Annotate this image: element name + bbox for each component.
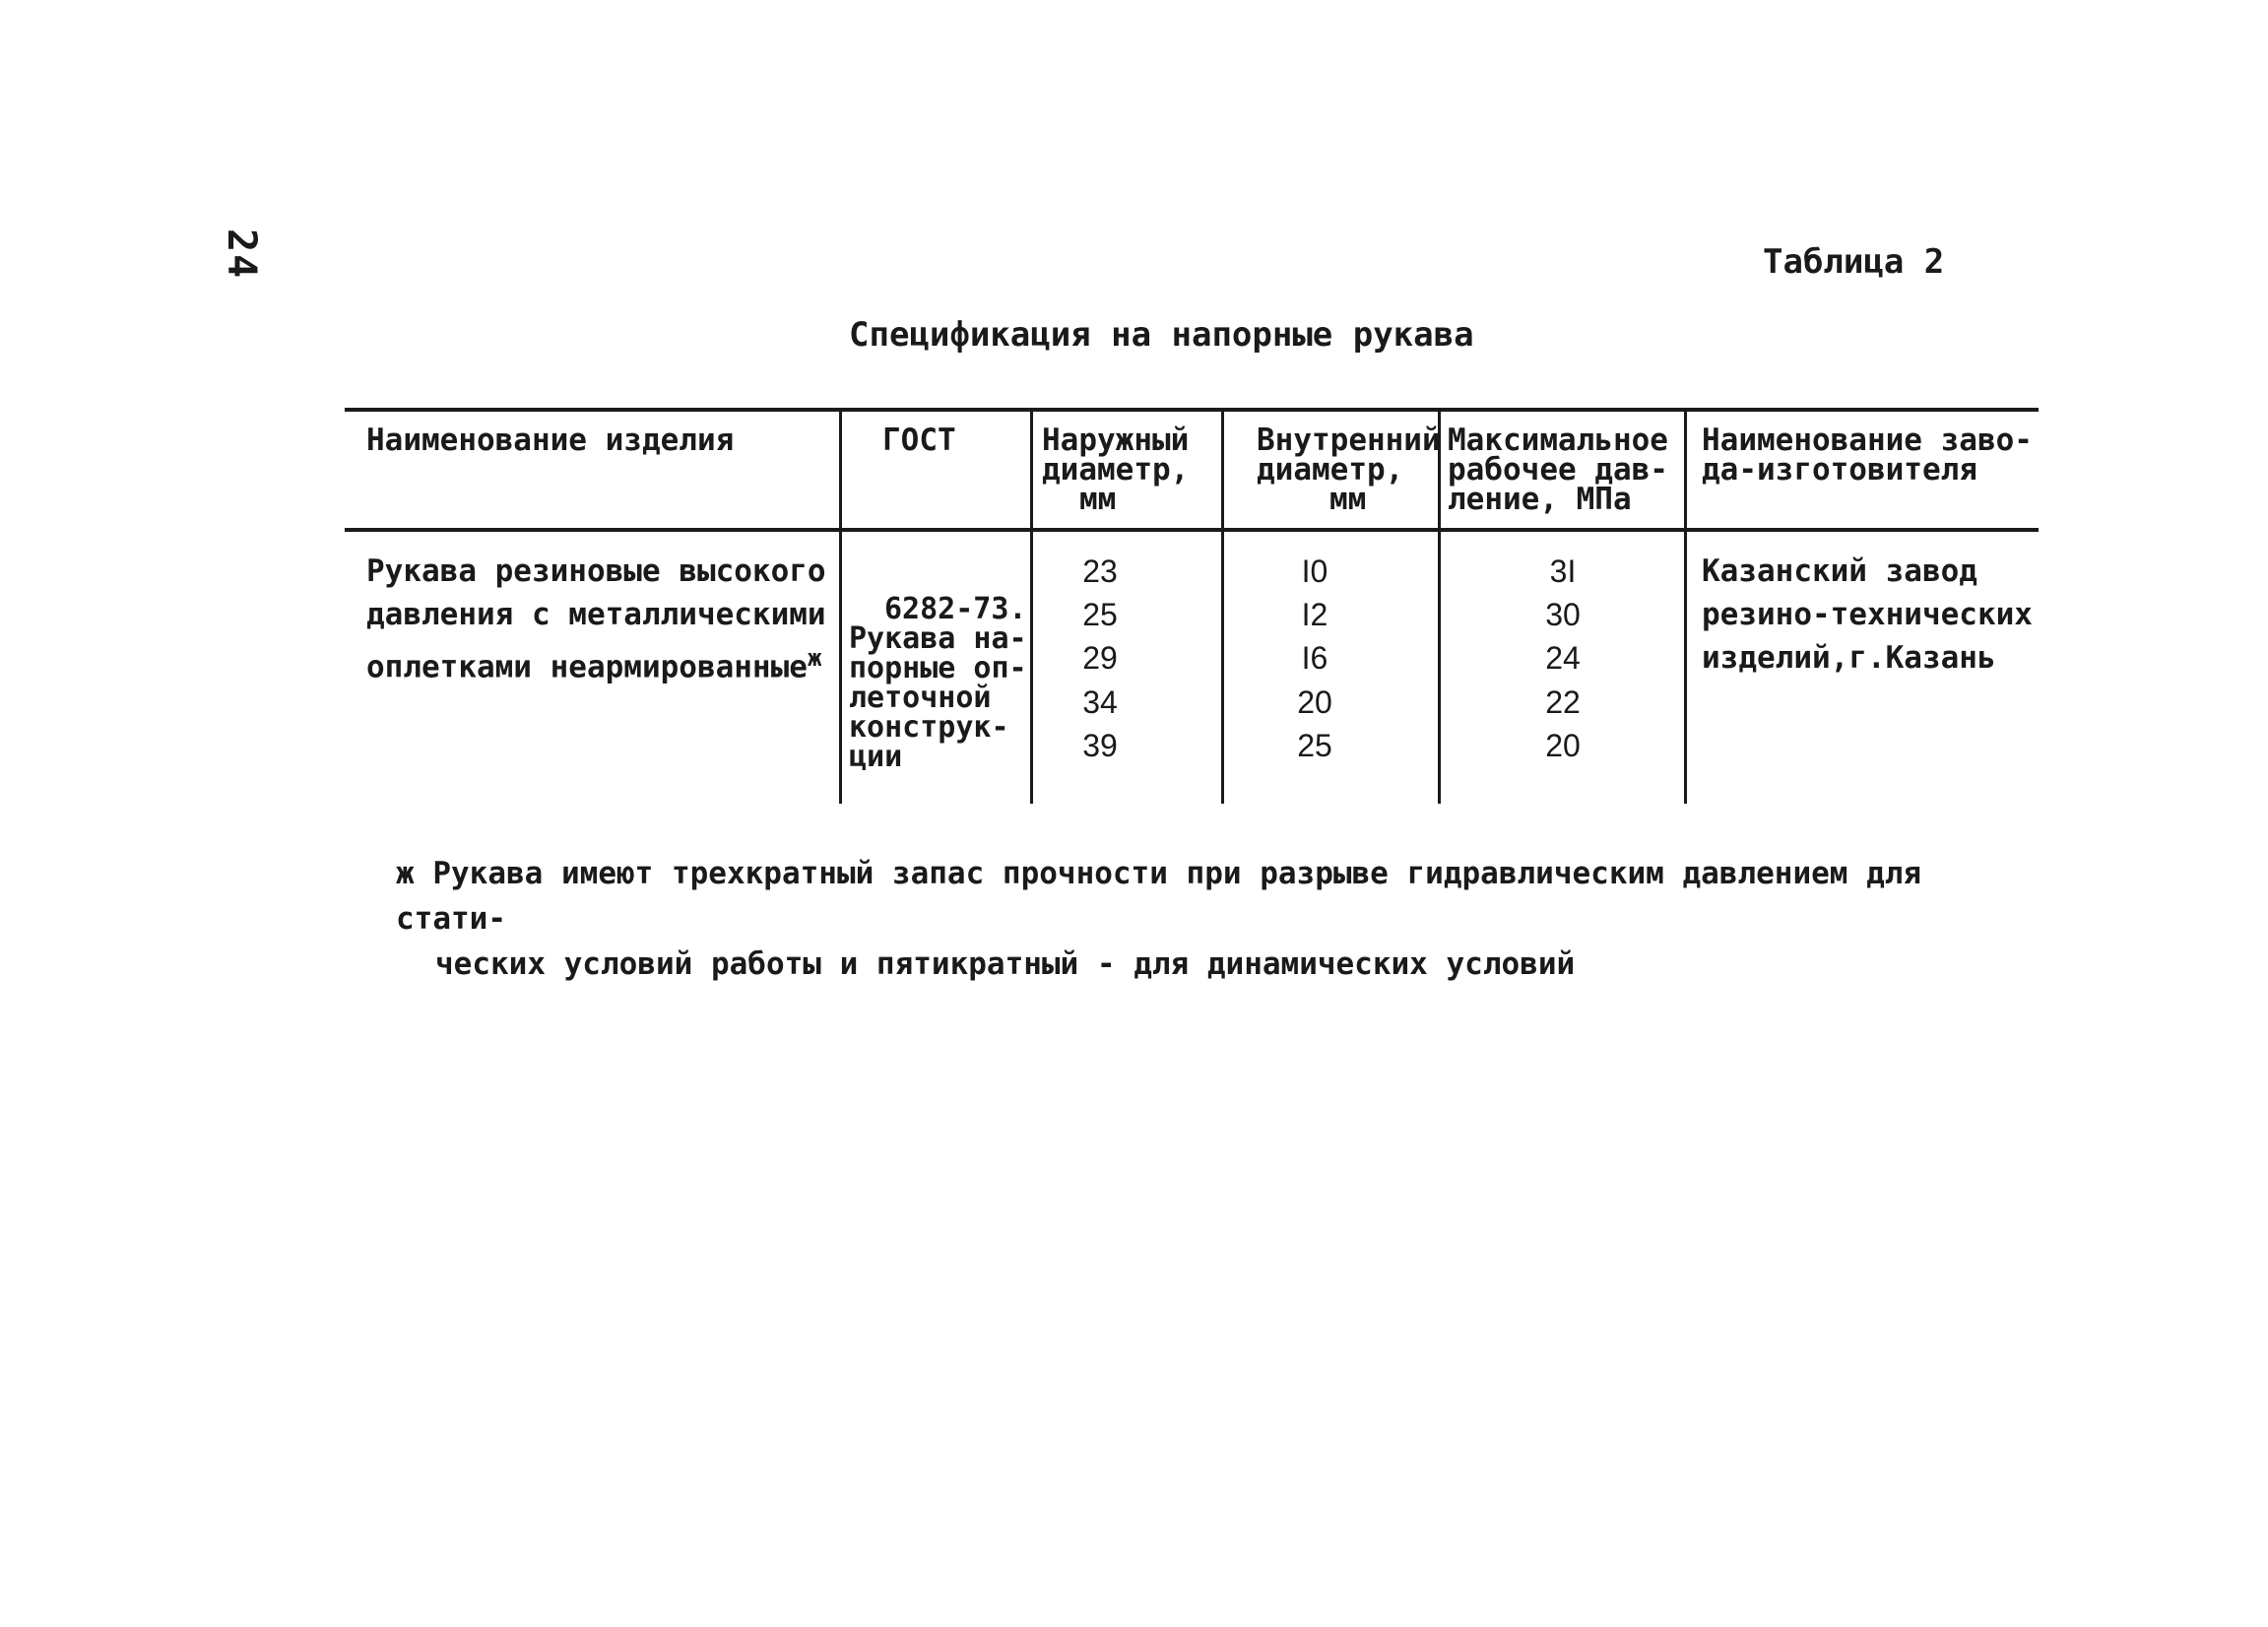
footnote-marker: ж [807, 644, 822, 672]
header-outer-diameter-line: мм [1079, 482, 1117, 517]
footnote-text: Рукава имеют трехкратный запас прочности при разрыве гидравлическим давлением для стати- [396, 856, 1922, 937]
footnote-line [396, 851, 2031, 942]
header-max-pressure-line: Максимальное [1448, 423, 1668, 458]
header-inner-diameter-line: Внутренний [1257, 423, 1441, 458]
header-manufacturer-line: да-изготовителя [1702, 452, 1977, 488]
header-outer-diameter-line: диаметр, [1042, 452, 1190, 488]
max-pressure-value: 24 [1545, 640, 1581, 676]
header-outer-diameter-line: Наружный [1042, 423, 1190, 458]
table-top-rule [345, 408, 2039, 412]
max-pressure-value: 30 [1545, 597, 1581, 632]
table-title: Спецификация на напорные рукава [849, 315, 1474, 355]
inner-diameter-value: 20 [1297, 684, 1332, 720]
outer-diameter-value: 34 [1082, 684, 1118, 720]
manufacturer-line: резино-технических [1702, 597, 2033, 632]
inner-diameter-value: I2 [1301, 597, 1328, 632]
product-name-line: давления с металлическими [366, 597, 826, 632]
header-max-pressure-line: рабочее дав- [1448, 452, 1668, 488]
gost-line: порные оп- [849, 651, 1027, 685]
footnote-line: ческих условий работы и пятикратный - для динамических условий [435, 946, 1576, 982]
gost-line: 6282-73. [884, 592, 1027, 626]
max-pressure-value: 20 [1545, 728, 1581, 763]
gost-line: ции [849, 740, 903, 774]
product-name-line-text: оплетками неармированные [366, 649, 808, 685]
table-header-rule [345, 528, 2039, 532]
outer-diameter-value: 29 [1082, 640, 1118, 676]
gost-line: Рукава на- [849, 621, 1027, 656]
column-divider [1684, 408, 1687, 804]
inner-diameter-value: I6 [1301, 640, 1328, 676]
gost-value [849, 592, 1027, 774]
gost-line: конструк- [849, 710, 1009, 745]
outer-diameter-value: 23 [1082, 553, 1118, 589]
header-manufacturer [1702, 423, 2033, 488]
header-product-name: Наименование изделия [366, 423, 735, 458]
footnote-marker: ж [396, 856, 415, 891]
outer-diameter-value: 39 [1082, 728, 1118, 763]
manufacturer-line: Казанский завод [1702, 553, 1977, 589]
column-divider [1030, 408, 1033, 804]
outer-diameter-value: 25 [1082, 597, 1118, 632]
product-name [366, 550, 826, 688]
header-max-pressure-line: ление, МПа [1448, 482, 1632, 517]
header-manufacturer-line: Наименование заво- [1702, 423, 2033, 458]
manufacturer [1702, 550, 2033, 680]
header-inner-diameter [1257, 423, 1441, 517]
gost-line: леточной [849, 681, 992, 715]
max-pressure-value: 3I [1549, 553, 1577, 589]
inner-diameter-value: 25 [1297, 728, 1332, 763]
header-inner-diameter-line: мм [1329, 482, 1367, 517]
max-pressure-value: 22 [1545, 684, 1581, 720]
column-divider [839, 408, 842, 804]
header-max-pressure [1448, 423, 1668, 517]
page-number: 24 [219, 228, 264, 281]
header-inner-diameter-line: диаметр, [1257, 452, 1404, 488]
header-gost: ГОСТ [882, 423, 956, 458]
manufacturer-line: изделий,г.Казань [1702, 640, 1996, 676]
footnote [396, 851, 2031, 987]
inner-diameter-value: I0 [1301, 553, 1328, 589]
column-divider [1221, 408, 1224, 804]
table-label: Таблица 2 [1763, 242, 1945, 282]
product-name-line [366, 636, 826, 688]
product-name-line: Рукава резиновые высокого [366, 553, 826, 589]
header-outer-diameter [1042, 423, 1190, 517]
